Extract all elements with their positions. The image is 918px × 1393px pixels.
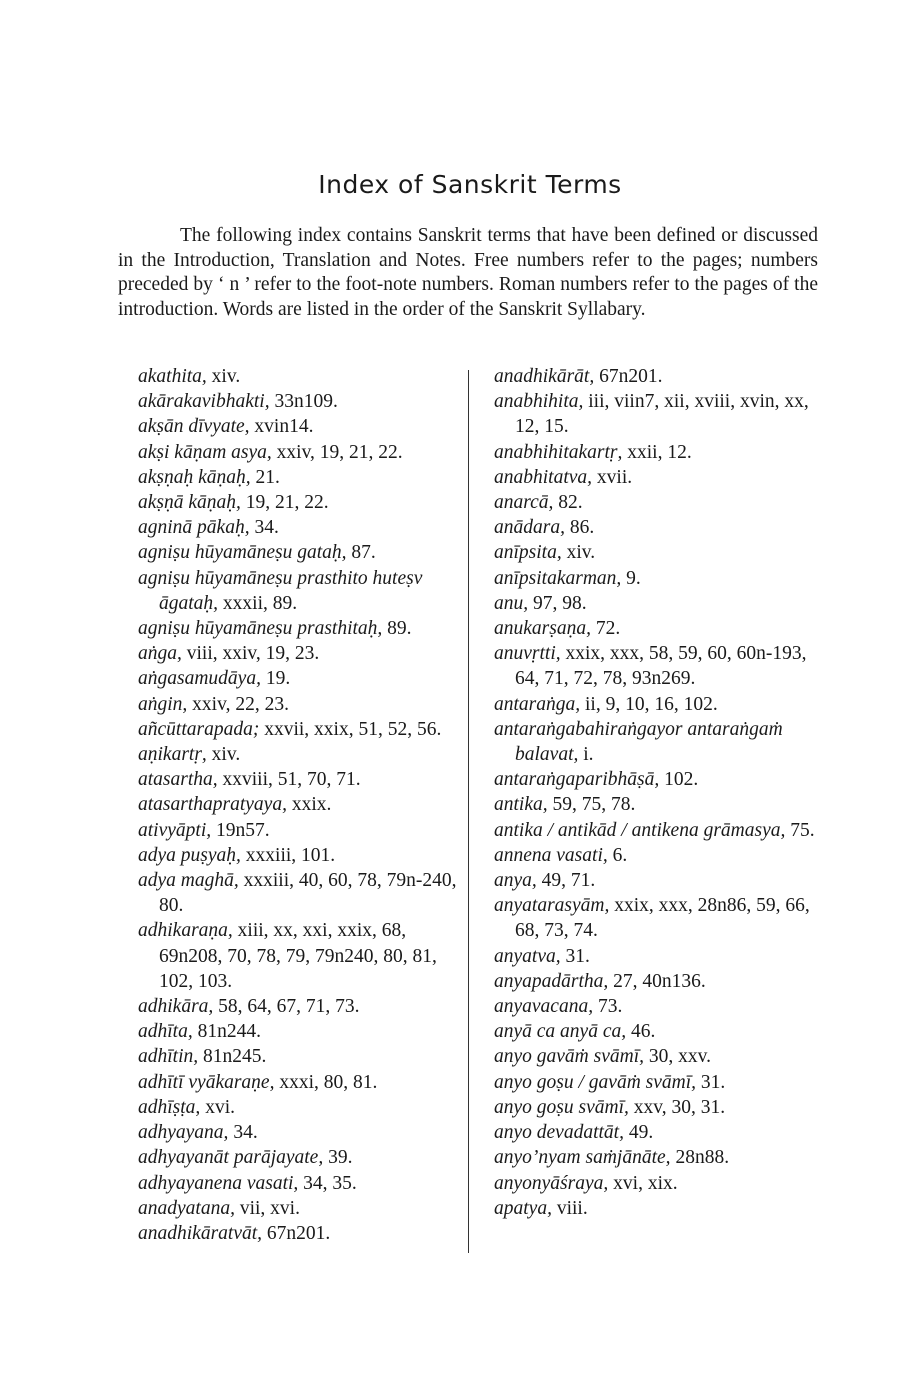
index-entry [494, 1196, 819, 1221]
index-term: antika / antikād / antikena grāmasya, [494, 819, 786, 841]
index-references: xxxii, 89. [218, 592, 298, 614]
index-term: anīpsita, [494, 542, 562, 564]
index-references: xiv. [206, 366, 241, 387]
index-references: 19, 21, 22. [240, 492, 329, 514]
index-entry [494, 717, 819, 767]
index-entry [494, 818, 819, 843]
index-entry [494, 843, 819, 868]
index-term: anadyatana, [138, 1197, 235, 1219]
index-entry [494, 1120, 819, 1145]
index-term: anarcā, [494, 492, 554, 514]
index-references: 19. [260, 668, 291, 690]
index-term: atasarthapratyaya, [138, 794, 287, 816]
index-term: adhikaraṇa, [138, 920, 233, 942]
index-term: aṅgin, [138, 693, 188, 715]
index-references: 73. [593, 996, 623, 1018]
index-references: 81n245. [198, 1046, 267, 1068]
index-entry [494, 591, 819, 616]
index-references: xxix. [286, 794, 332, 816]
index-references: 34. [249, 517, 279, 539]
index-term: adya maghā, [138, 870, 239, 892]
column-divider [468, 370, 469, 1253]
index-entry [138, 566, 463, 616]
index-references: 6. [607, 844, 628, 866]
index-term: anyapadārtha, [494, 970, 609, 992]
index-references: 49. [623, 1122, 654, 1144]
index-references: 67n201. [594, 366, 663, 387]
index-references: 75. [785, 819, 815, 841]
index-references: ii, 9, 10, 16, 102. [580, 693, 718, 715]
index-term: antaraṅga, [494, 693, 581, 715]
index-references: 30, xxv. [644, 1046, 711, 1068]
index-entry [138, 1145, 463, 1170]
index-entry [138, 918, 463, 994]
index-references: xxxiii, 101. [240, 844, 336, 866]
index-term: anyā ca anyā ca, [494, 1021, 627, 1043]
index-references: 46. [626, 1021, 656, 1043]
index-term: anuvṛtti, [494, 643, 561, 665]
index-references: 49, 71. [536, 870, 596, 892]
index-references: xiv. [561, 542, 596, 564]
index-entry [138, 1171, 463, 1196]
index-references: vii, xvi. [234, 1197, 300, 1219]
index-term: anu, [494, 592, 529, 614]
index-entry [138, 616, 463, 641]
index-term: anyo goṣu svāmī, [494, 1096, 629, 1118]
index-references: xxvii, xxix, 51, 52, 56. [259, 718, 442, 740]
index-references: 9. [621, 567, 641, 589]
index-term: anyo goṣu / gavāṁ svāmī, [494, 1071, 697, 1093]
index-term: anyo’nyam saṁjānāte, [494, 1147, 671, 1169]
index-references: 34, 35. [298, 1172, 357, 1194]
index-references: 58, 64, 67, 71, 73. [213, 996, 360, 1018]
index-references: xxii, 12. [622, 441, 692, 463]
index-term: agniṣu hūyamāneṣu gataḥ, [138, 542, 347, 564]
index-entry [138, 868, 463, 918]
index-references: 87. [346, 542, 376, 564]
index-entry [494, 1044, 819, 1069]
index-entry [138, 364, 463, 389]
index-references: xxiv, 22, 23. [187, 693, 289, 715]
index-references: 27, 40n136. [608, 970, 706, 992]
index-references: xiii, xx, xxi, xxix, 68, 69n208, 70, 78, 79, 79n240, 80, 81, 102, 103. [159, 920, 437, 992]
index-entry [138, 818, 463, 843]
index-term: anabhihita, [494, 391, 584, 413]
index-term: akṣṇaḥ kāṇaḥ, [138, 466, 251, 488]
index-term: antika, [494, 794, 548, 816]
index-term: anyonyāśraya, [494, 1172, 609, 1194]
index-term: anyavacana, [494, 996, 594, 1018]
index-references: 59, 75, 78. [547, 794, 636, 816]
index-entry [138, 515, 463, 540]
index-term: adhyayanāt parājayate, [138, 1147, 324, 1169]
index-term: akathita, [138, 366, 207, 387]
index-entry [494, 1145, 819, 1170]
index-references: xxix, xxx, 58, 59, 60, 60n-193, 64, 71, 72, 78, 93n269. [515, 643, 807, 690]
index-references: 21. [250, 466, 280, 488]
index-entry [494, 767, 819, 792]
intro-paragraph: The following index contains Sanskrit terms that have been defined or discussed in the Introduction, Translation and Notes. Free numbers refer to the pages; numbers preceded by ‘ n ’ refer to the foot-note numbers. Roman numbers refer to the pages of the introduction. Words are listed in the order of the Sanskrit Syllabary. [118, 225, 818, 320]
index-entry [494, 540, 819, 565]
index-entry [494, 515, 819, 540]
index-term: anya, [494, 870, 537, 892]
index-references: iii, viin7, xii, xviii, xvin, xx, 12, 15. [515, 391, 809, 438]
index-term: adhikāra, [138, 996, 214, 1018]
index-term: anādara, [494, 517, 565, 539]
index-references: 82. [553, 492, 583, 514]
index-entry [494, 566, 819, 591]
index-references: 31. [560, 945, 590, 967]
index-entry [138, 1196, 463, 1221]
index-entry [138, 389, 463, 414]
index-term: apatya, [494, 1197, 552, 1219]
index-entry [138, 666, 463, 691]
index-term: aṅgasamudāya, [138, 668, 261, 690]
index-references: 34. [228, 1122, 258, 1144]
index-entry [494, 1070, 819, 1095]
index-column-left [138, 364, 463, 1246]
index-references: 97, 98. [528, 592, 587, 614]
index-references: 19n57. [211, 819, 270, 841]
index-entry [494, 792, 819, 817]
index-term: adya puṣyaḥ, [138, 844, 241, 866]
index-term: akārakavibhakti, [138, 391, 270, 413]
index-entry [494, 893, 819, 943]
index-entry [138, 1044, 463, 1069]
index-term: adhyayana, [138, 1122, 229, 1144]
index-term: ativyāpti, [138, 819, 212, 841]
index-entry [494, 994, 819, 1019]
index-references: 33n109. [269, 391, 338, 413]
index-term: antaraṅgabahiraṅgayor antaraṅgaṁ balavat, [494, 718, 783, 766]
index-references: 102. [659, 769, 699, 791]
index-term: añcūttarapada; [138, 718, 260, 740]
index-references: xxv, 30, 31. [628, 1096, 726, 1118]
index-entry [494, 969, 819, 994]
index-entry [138, 540, 463, 565]
index-term: anabhihitakartṛ, [494, 441, 623, 463]
index-entry [138, 440, 463, 465]
index-entry [494, 616, 819, 641]
index-term: akṣṇā kāṇaḥ, [138, 492, 241, 514]
index-term: agniṣu hūyamāneṣu prasthito huteṣv āgataḥ, [138, 567, 423, 614]
index-entry [138, 994, 463, 1019]
index-entry [138, 1019, 463, 1044]
index-entry [138, 1221, 463, 1246]
index-term: anyatva, [494, 945, 561, 967]
index-entry [494, 1095, 819, 1120]
index-references: 72. [590, 618, 621, 640]
index-entry [138, 414, 463, 439]
index-term: antaraṅgaparibhāṣā, [494, 769, 660, 791]
index-entry [138, 465, 463, 490]
index-references: xxxi, 80, 81. [274, 1071, 378, 1093]
index-term: anukarṣaṇa, [494, 618, 591, 640]
index-references: xxxiii, 40, 60, 78, 79n-240, 80. [159, 870, 457, 917]
index-term: anadhikāratvāt, [138, 1222, 263, 1244]
index-entry [138, 641, 463, 666]
page-title: Index of Sanskrit Terms [318, 170, 622, 199]
index-entry [138, 1120, 463, 1145]
index-entry [138, 490, 463, 515]
index-entry [138, 717, 463, 742]
index-references: xxix, xxx, 28n86, 59, 66, 68, 73, 74. [515, 895, 810, 942]
index-references: 81n244. [192, 1021, 261, 1043]
index-term: aṇikartṛ, [138, 744, 207, 766]
index-entry [138, 692, 463, 717]
index-term: agniṣu hūyamāneṣu prasthitaḥ, [138, 618, 383, 640]
index-entry [494, 692, 819, 717]
index-references: 31. [696, 1071, 726, 1093]
index-references: xxiv, 19, 21, 22. [271, 441, 403, 463]
index-references: xvii. [592, 466, 633, 488]
index-term: adhyayanena vasati, [138, 1172, 299, 1194]
index-entry [138, 742, 463, 767]
index-references: xxviii, 51, 70, 71. [217, 769, 361, 791]
index-entry [138, 1070, 463, 1095]
index-term: adhītī vyākaraṇe, [138, 1071, 275, 1093]
index-references: xvin14. [249, 416, 314, 438]
index-entry [494, 1171, 819, 1196]
index-references: viii. [551, 1197, 588, 1219]
index-references: 28n88. [670, 1147, 730, 1169]
index-column-right [494, 364, 819, 1221]
index-references: xvi. [200, 1096, 235, 1118]
index-term: anabhitatva, [494, 466, 593, 488]
index-entry [494, 440, 819, 465]
index-entry [138, 1095, 463, 1120]
index-term: anyo gavāṁ svāmī, [494, 1046, 645, 1068]
index-term: atasartha, [138, 769, 218, 791]
index-references: i. [578, 744, 594, 766]
index-entry [494, 364, 819, 389]
index-term: adhīṣṭa, [138, 1096, 201, 1118]
index-term: annena vasati, [494, 844, 608, 866]
index-entry [494, 641, 819, 691]
index-term: anyo devadattāt, [494, 1122, 624, 1144]
index-references: 86. [564, 517, 595, 539]
index-references: 89. [382, 618, 412, 640]
index-term: akṣi kāṇam asya, [138, 441, 272, 463]
index-term: akṣān dīvyate, [138, 416, 250, 438]
index-entry [138, 767, 463, 792]
index-references: 67n201. [262, 1222, 331, 1244]
index-references: xvi, xix. [608, 1172, 678, 1194]
index-term: anadhikārāt, [494, 366, 595, 387]
index-term: aṅga, [138, 643, 182, 665]
index-term: anīpsitakarman, [494, 567, 622, 589]
index-term: adhītin, [138, 1046, 199, 1068]
index-entry [494, 465, 819, 490]
index-references: viii, xxiv, 19, 23. [181, 643, 320, 665]
index-entry [494, 1019, 819, 1044]
index-term: anyatarasyām, [494, 895, 610, 917]
index-entry [494, 868, 819, 893]
index-entry [494, 490, 819, 515]
index-entry [494, 944, 819, 969]
index-references: xiv. [206, 744, 241, 766]
index-entry [138, 843, 463, 868]
index-entry [138, 792, 463, 817]
index-term: agninā pākaḥ, [138, 517, 250, 539]
index-term: adhīta, [138, 1021, 193, 1043]
index-references: 39. [323, 1147, 353, 1169]
index-entry [494, 389, 819, 439]
